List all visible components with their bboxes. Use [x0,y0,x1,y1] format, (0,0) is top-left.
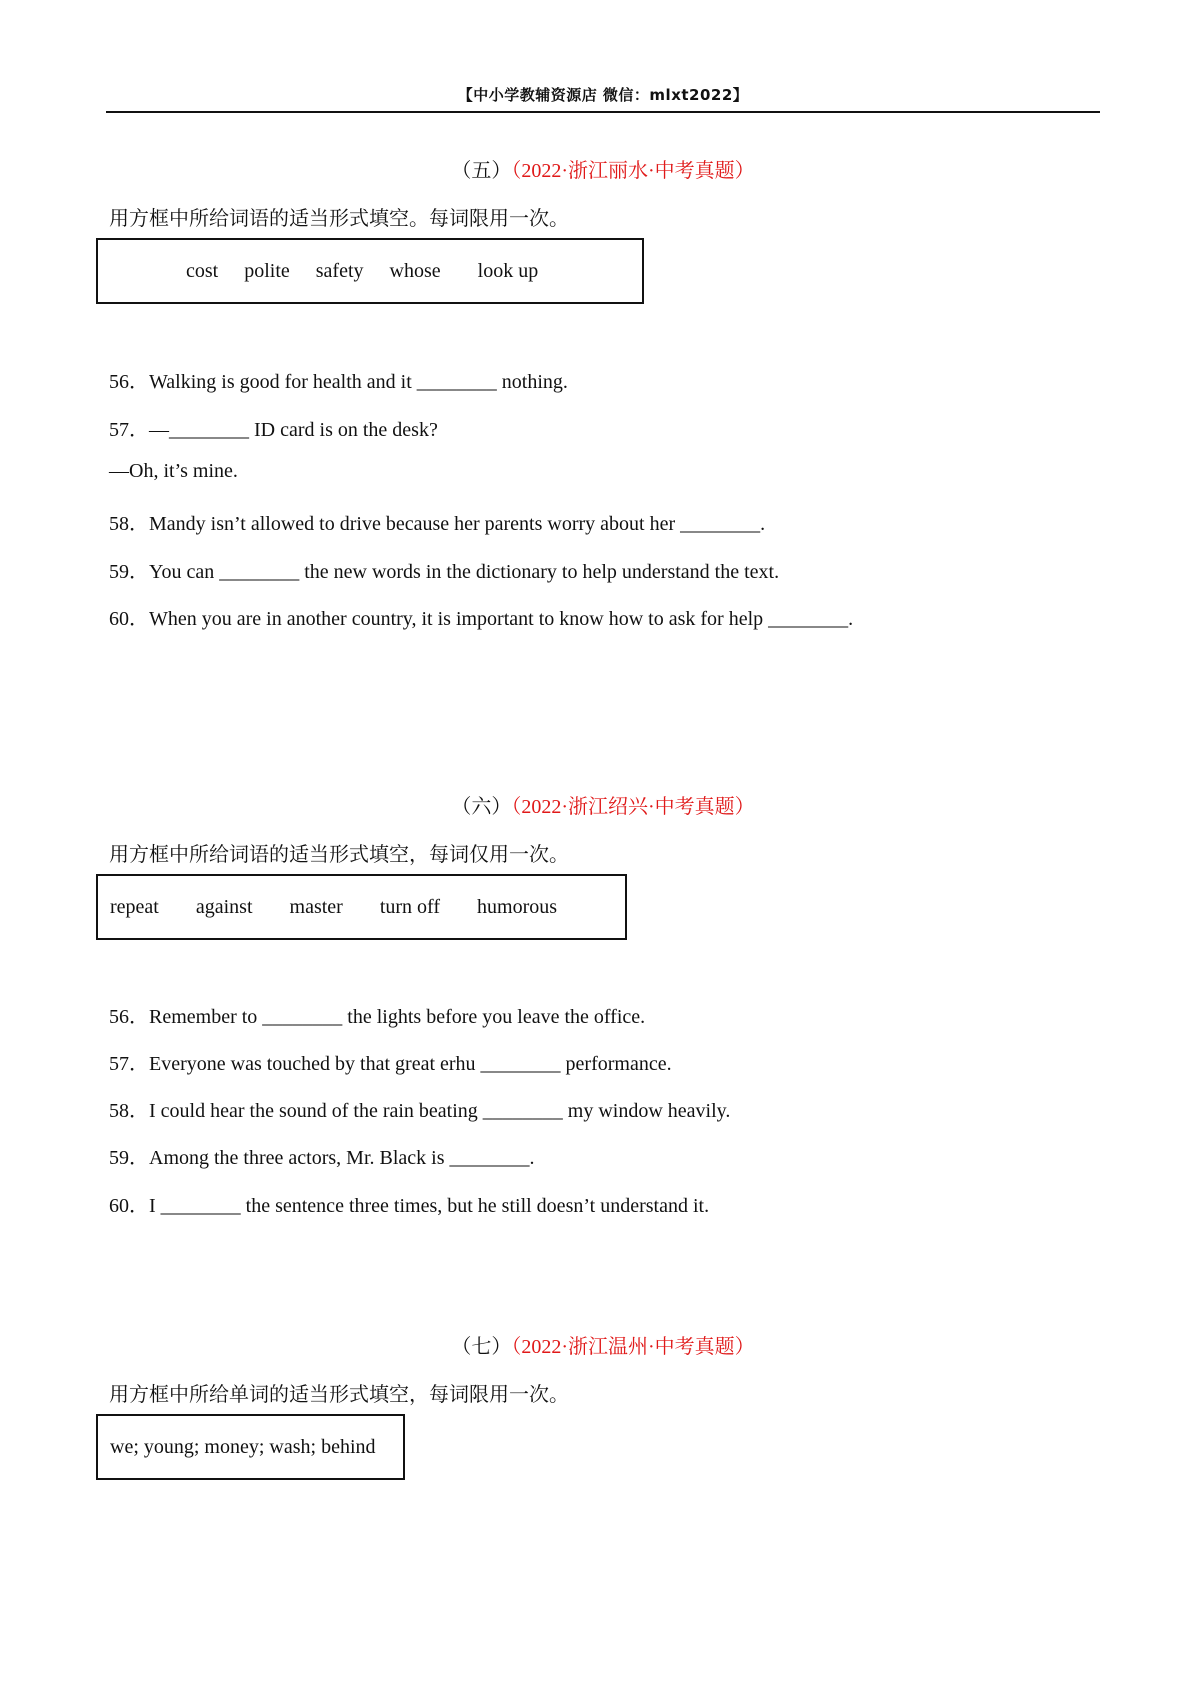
page-header: 【中小学教辅资源店 微信：mlxt2022】 [457,86,749,104]
word-option: master [289,895,343,918]
word-option: look up [477,259,539,282]
section-source: （2022·浙江丽水·中考真题） [511,160,755,182]
section-title [106,790,1100,819]
word-option: against [195,895,253,918]
section-instruction: 用方框中所给词语的适当形式填空。每词限用一次。 [109,208,569,230]
question-item: 56．Walking is good for health and it ________ nothing. [109,371,568,393]
word-list: we; young; money; wash; behind [110,1435,376,1458]
question-item: 57．Everyone was touched by that great erhu ________ performance. [109,1053,672,1075]
word-option: whose [389,259,441,282]
word-option: cost [186,259,219,282]
section-title [106,154,1100,183]
section-source: （2022·浙江温州·中考真题） [511,1336,755,1358]
section-number: （七） [451,1336,512,1358]
question-item: 56．Remember to ________ the lights before you leave the office. [109,1006,646,1028]
question-item: 58．I could hear the sound of the rain beating ________ my window heavily. [109,1100,731,1122]
question-item: 59．You can ________ the new words in the dictionary to help understand the text. [109,561,780,583]
question-item: 58．Mandy isn’t allowed to drive because her parents worry about her ________. [109,513,766,535]
word-box [96,874,627,940]
word-box [96,238,644,304]
header-rule [106,111,1100,113]
word-box [96,1414,405,1480]
question-item: 57．—________ ID card is on the desk? [109,419,438,441]
question-item: 60．When you are in another country, it is important to know how to ask for help ________. [109,608,854,630]
question-item: 59．Among the three actors, Mr. Black is ________. [109,1147,535,1169]
section-title [106,1330,1100,1359]
word-option: polite [244,259,290,282]
section-source: （2022·浙江绍兴·中考真题） [511,796,755,818]
word-option: humorous [477,895,558,918]
question-item: —Oh, it’s mine. [109,460,238,482]
section-instruction: 用方框中所给单词的适当形式填空，每词限用一次。 [109,1384,569,1406]
word-option: safety [315,259,364,282]
section-number: （五） [451,160,512,182]
word-option: repeat [110,895,159,918]
word-option: turn off [379,895,441,918]
question-item: 60．I ________ the sentence three times, but he still doesn’t understand it. [109,1195,710,1217]
section-number: （六） [451,796,512,818]
section-instruction: 用方框中所给词语的适当形式填空，每词仅用一次。 [109,844,569,866]
